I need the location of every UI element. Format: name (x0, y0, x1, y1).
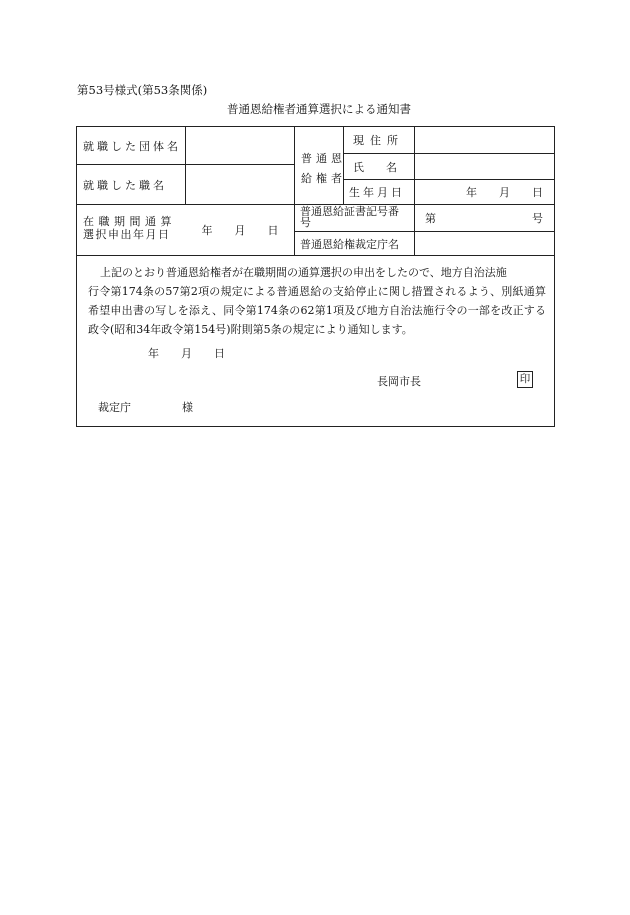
authority-label: 普通恩給権裁定庁名 (300, 237, 399, 251)
name-label: 氏 名 (353, 160, 397, 174)
rule (77, 255, 554, 256)
cert-number-field[interactable] (457, 205, 527, 231)
document-title: 普通恩給権者通算選択による通知書 (227, 102, 411, 116)
cert-number-label: 普通恩給証書記号番 号 (300, 205, 399, 229)
seal-mark: 印 (517, 371, 533, 388)
position-label: 就職した職名 (83, 178, 167, 192)
notice-body-line1: 上記のとおり普通恩給権者が在職期間の通算選択の申出をしたので、地方自治法施 (100, 266, 507, 279)
rule (185, 127, 186, 164)
notice-body-rest: 行令第174条の57第2項の規定による普通恩給の支給停止に関し措置されるよう、別紙通算希望申出書の写しを添え、同令第174条の62第1項及び地方自治法施行令の一部を改正する政令(昭和34年政令第154号)附則第5条の規定により通知します。 (88, 285, 546, 336)
recipient-honorific: 様 (182, 401, 193, 414)
address-field[interactable] (415, 128, 553, 153)
employer-label: 就職した団体名 (83, 139, 181, 153)
birthdate-label: 生年月日 (349, 186, 405, 199)
name-field[interactable] (415, 154, 553, 179)
birthdate-value[interactable]: 年 月 日 (466, 186, 543, 199)
authority-field[interactable] (415, 232, 553, 255)
rule (294, 127, 295, 255)
form-number: 第53号様式(第53条関係) (77, 83, 208, 97)
pensioner-label: 普通恩 給権者 (301, 152, 346, 185)
cert-number-suffix: 号 (532, 212, 543, 225)
request-date-label: 在職期間通算 選択申出年月日 (83, 215, 176, 241)
notice-date[interactable]: 年 月 日 (148, 347, 225, 360)
address-label: 現住所 (353, 134, 404, 147)
cert-number-prefix: 第 (425, 212, 436, 225)
request-date-value[interactable]: 年 月 日 (201, 224, 279, 237)
position-field[interactable] (187, 166, 293, 203)
sender-name: 長岡市長 (377, 375, 421, 388)
recipient-label: 裁定庁 (98, 401, 131, 414)
notice-body (88, 263, 546, 339)
rule (185, 164, 186, 204)
employer-field[interactable] (187, 128, 293, 163)
